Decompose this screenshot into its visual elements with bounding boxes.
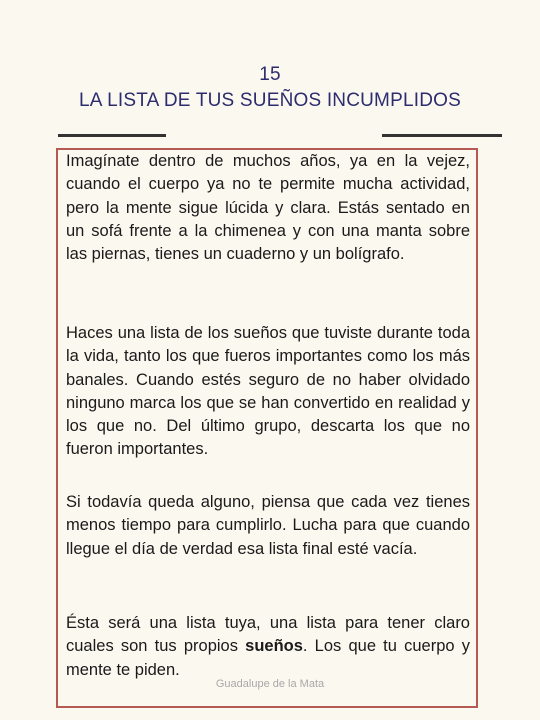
paragraph-1: Imagínate dentro de muchos años, ya en la vejez, cuando el cuerpo ya no te permite mucha actividad, pero la mente sigue lúcida y clara. Estás sentado en un sofá frente a la chimenea y con una manta sobre las piernas, tienes un cuaderno y un bolígrafo. <box>66 152 470 264</box>
chapter-title: LA LISTA DE TUS SUEÑOS INCUMPLIDOS <box>79 90 461 111</box>
left-divider <box>58 134 166 137</box>
chapter-number: 15 <box>259 64 281 85</box>
right-divider <box>382 134 502 137</box>
paragraph-4-text-start: Ésta será una lista tuya, una lista para tener claro cuales son tus propios <box>66 614 470 656</box>
paragraph-4-text-end: . Los que tu cuerpo y mente te piden. <box>66 637 470 679</box>
paragraph-4-bold-word: sueños <box>245 637 303 656</box>
chapter-heading <box>0 62 540 114</box>
author-footer: Guadalupe de la Mata <box>215 678 325 690</box>
paragraph-2: Haces una lista de los sueños que tuviste durante toda la vida, tanto los que fueros importantes como los más banales. Cuando estés seguro de no haber olvidado ninguno marca los que se han convertido en realidad y los que no. Del último grupo, descarta los que no fueron importantes. <box>66 324 470 459</box>
paragraph-3: Si todavía queda alguno, piensa que cada vez tienes menos tiempo para cumplirlo. Lucha para que cuando llegue el día de verdad esa lista final esté vacía. <box>66 493 470 558</box>
paragraph-4 <box>66 612 470 682</box>
